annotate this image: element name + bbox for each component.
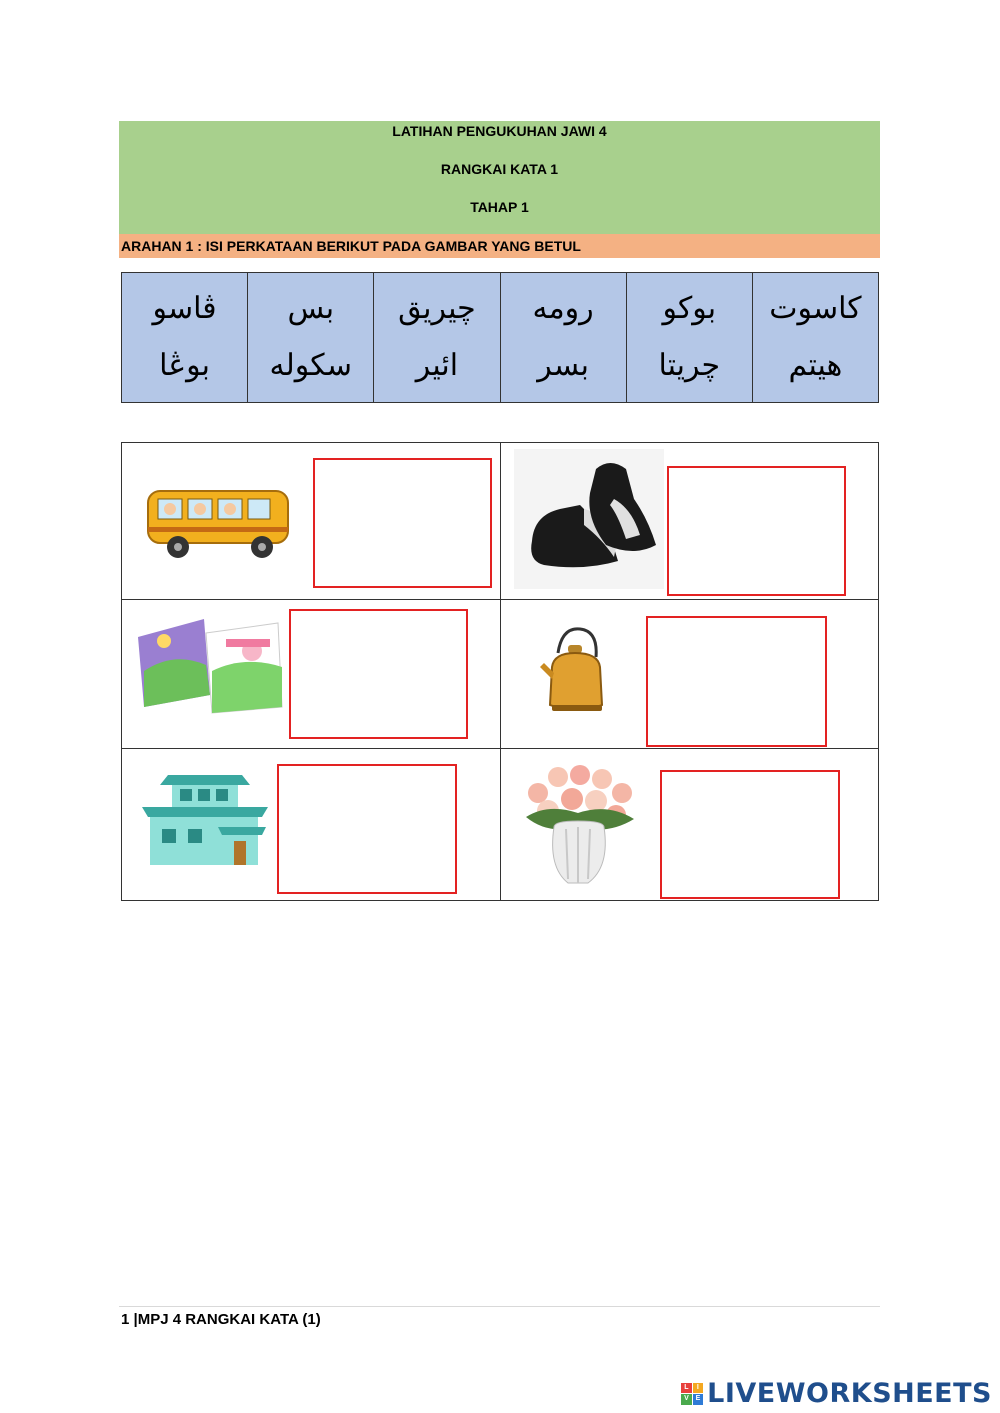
divider [122,748,878,749]
black-shoes-icon [514,449,664,594]
worksheet-level: TAHAP 1 [470,199,529,215]
word-bank [121,272,879,403]
worksheet-subtitle: RANGKAI KATA 1 [440,161,559,177]
worksheet-header [119,121,880,234]
answer-box[interactable] [277,764,457,894]
answer-box[interactable] [289,609,468,739]
brand-name: LIVEWORKSHEETS [707,1378,992,1409]
liveworksheets-brand[interactable] [681,1378,992,1409]
word-bottom: سکوله [269,347,352,383]
story-book-icon [134,611,284,720]
word-bottom: ائير [415,347,459,383]
divider [122,599,878,600]
word-top: چيريق [398,291,476,327]
liveworksheets-logo-icon: L I V E [681,1383,703,1405]
word-bottom: بسر [537,347,589,383]
word-pair [122,273,248,402]
answer-box[interactable] [646,616,827,747]
picture-grid [121,442,879,901]
answer-box[interactable] [660,770,840,899]
word-pair [248,273,374,402]
flower-vase-icon [518,763,642,896]
instruction: ARAHAN 1 : ISI PERKATAAN BERIKUT PADA GAMBAR YANG BETUL [119,234,880,258]
divider [500,443,501,900]
kettle-icon [540,623,610,724]
page-footer: 1 |MPJ 4 RANGKAI KATA (1) [121,1311,321,1328]
word-top: ڤاسو [152,291,217,327]
footer-divider [119,1306,880,1307]
word-top: رومه [532,291,594,327]
word-top: بس [287,291,335,327]
word-bottom: هيتم [788,347,843,383]
word-pair [627,273,753,402]
word-top: کاسوت [769,291,862,327]
house-icon [138,769,272,878]
word-pair [501,273,627,402]
answer-box[interactable] [667,466,846,596]
answer-box[interactable] [313,458,492,588]
word-bottom: چريتا [658,347,721,383]
word-bottom: بوڠا [159,347,211,383]
word-pair [374,273,500,402]
school-bus-icon [144,483,296,568]
word-pair [753,273,878,402]
word-top: بوکو [662,291,717,327]
worksheet-title: LATIHAN PENGUKUHAN JAWI 4 [392,123,607,139]
